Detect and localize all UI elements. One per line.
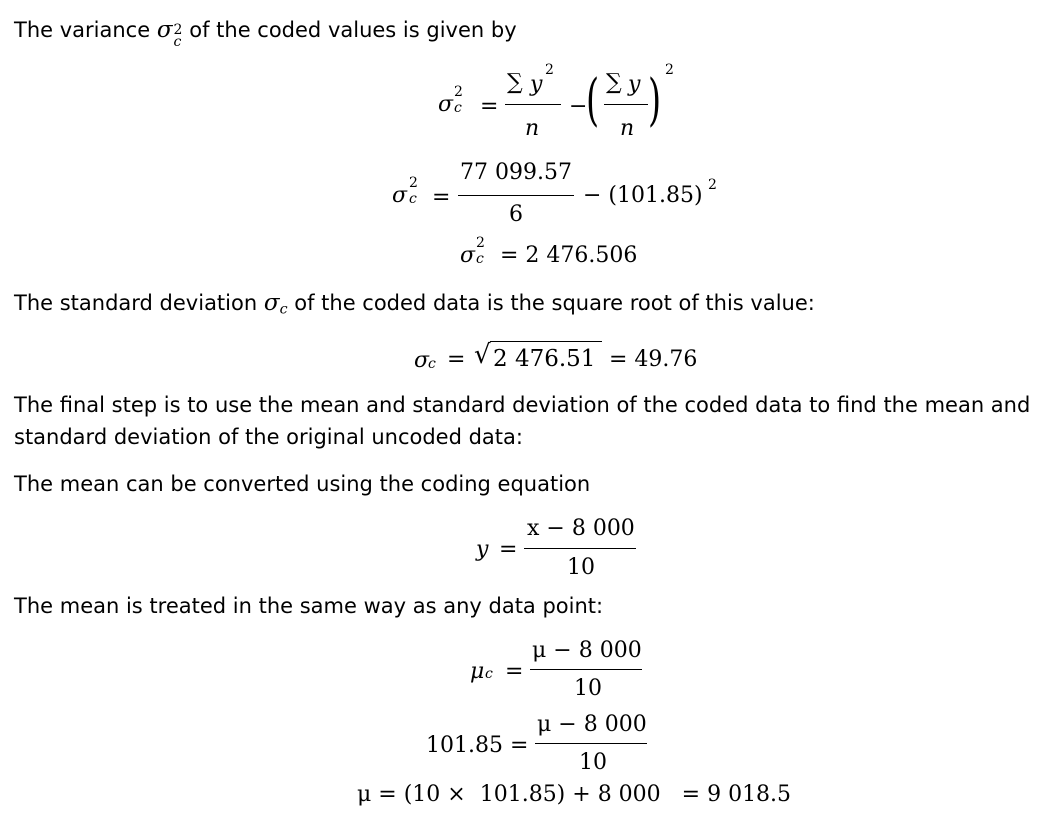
variance-formula: σ 2 c = ∑ y 2 n − ( ∑ y n ) 2	[438, 62, 674, 141]
standard-deviation-intro-text: The standard deviation $\sigma_c$ of the coded data is the square root of this value:	[14, 290, 815, 318]
mean-result-equation: μ = (10 × 101.85) + 8 000 = 9 018.5	[357, 782, 792, 807]
coded-mean-equation: μ c = μ − 8 000 10	[470, 638, 642, 701]
mean-treatment-text: The mean is treated in the same way as any data point:	[14, 594, 604, 618]
variance-intro-text: The variance σ 2 c of the coded values is given by	[14, 17, 517, 50]
final-step-text-line1: The final step is to use the mean and standard deviation of the coded data to find the mean and	[14, 393, 1031, 417]
final-step-text-line2: standard deviation of the original uncoded data:	[14, 425, 523, 449]
coding-equation-intro-text: The mean can be converted using the coding equation	[14, 472, 591, 496]
variance-result: σ 2 c = 2 476.506	[460, 235, 638, 268]
mean-substitution-equation: 101.85 = μ − 8 000 10	[426, 712, 647, 775]
standard-deviation-formula: σ c = √ 2 476.51 = 49.76	[414, 340, 698, 373]
variance-substitution: σ 2 c = 77 099.57 6 − (101.85) 2	[392, 160, 717, 227]
coding-equation: y = x − 8 000 10	[476, 516, 635, 580]
